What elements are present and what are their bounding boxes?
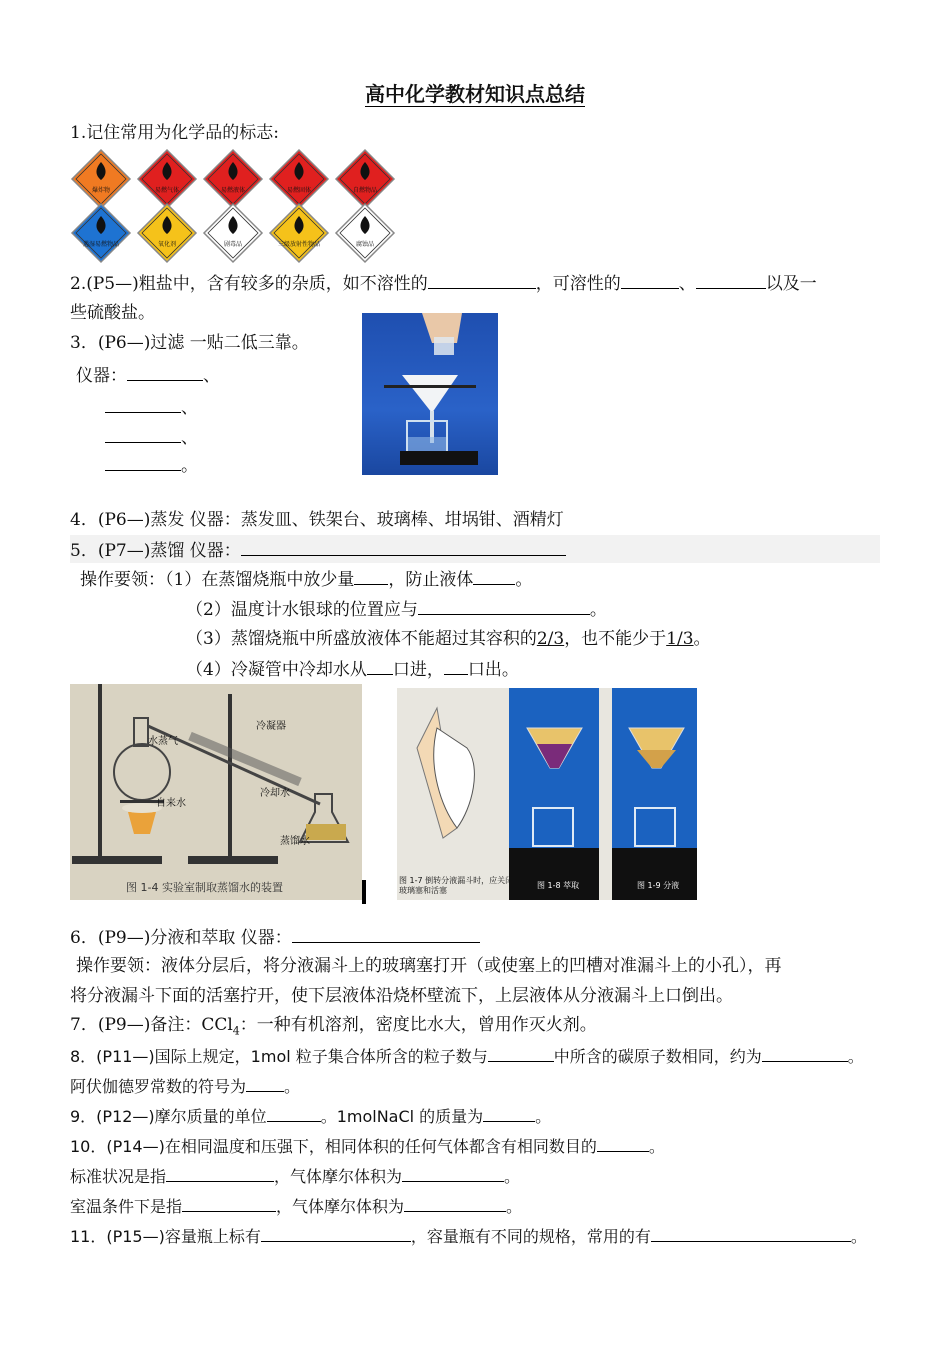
hazard-sign-label: 易燃气体 bbox=[154, 187, 179, 194]
filtration-apparatus-icon bbox=[362, 313, 498, 475]
item-2: 2.(P5—)粗盐中，含有较多的杂质，如不溶性的 ，可溶性的 、 以及一 bbox=[70, 274, 817, 294]
item-5-head: 5．(P7—)蒸馏 仪器： bbox=[70, 539, 566, 562]
blank[interactable] bbox=[597, 1135, 649, 1152]
blank[interactable] bbox=[105, 426, 181, 443]
caption-1: 图 1-7 倒转分液漏斗时，应关闭 玻璃塞和活塞 bbox=[399, 876, 514, 895]
figure-caption: 图 1-4 实验室制取蒸馏水的装置 bbox=[126, 881, 283, 894]
blank[interactable] bbox=[483, 1105, 535, 1122]
distillation-figure bbox=[70, 684, 362, 900]
radiation-icon bbox=[268, 202, 330, 264]
page-title: 高中化学教材知识点总结 bbox=[365, 82, 585, 106]
caption-3: 图 1-9 分液 bbox=[637, 881, 680, 890]
flame-icon bbox=[202, 148, 264, 210]
item-7: 7．(P9—)备注：CCl$_4$：一种有机溶剂，密度比水大，曾用作灭火剂。 bbox=[70, 1015, 597, 1038]
hazard-sign bbox=[202, 202, 264, 264]
item-3-instr-1: 仪器： 、 bbox=[76, 366, 220, 386]
hazard-sign-label: 腐蚀品 bbox=[355, 241, 374, 248]
blank[interactable] bbox=[621, 272, 679, 289]
item-1: 1.记住常用为化学品的标志: bbox=[70, 123, 279, 143]
blank[interactable] bbox=[267, 1105, 321, 1122]
hazard-sign-label: 自燃物品 bbox=[352, 187, 377, 194]
blank[interactable] bbox=[292, 926, 480, 943]
hazard-sign bbox=[268, 202, 330, 264]
hazard-signs-row-1 bbox=[70, 148, 396, 210]
flame-icon bbox=[268, 148, 330, 210]
hazard-sign-label: 易燃固体 bbox=[286, 187, 311, 194]
separating-funnel-figure bbox=[397, 688, 697, 900]
blank[interactable] bbox=[404, 1195, 506, 1212]
separating-funnel-icon bbox=[397, 688, 697, 900]
item-6-line-2: 将分液漏斗下面的活塞拧开，使下层液体沿烧杯壁流下，上层液体从分液漏斗上口倒出。 bbox=[70, 986, 733, 1006]
oxidizer-icon bbox=[136, 202, 198, 264]
blank[interactable] bbox=[696, 272, 766, 289]
item-4: 4．(P6—)蒸发 仪器：蒸发皿、铁架台、玻璃棒、坩埚钳、酒精灯 bbox=[70, 510, 564, 530]
hazard-sign bbox=[136, 202, 198, 264]
hazard-sign-label: 氧化剂 bbox=[157, 241, 176, 248]
blank[interactable] bbox=[241, 539, 566, 556]
hazard-sign bbox=[202, 148, 264, 210]
blank[interactable] bbox=[166, 1165, 274, 1182]
item-10-stp: 标准状况是指 ，气体摩尔体积为 。 bbox=[70, 1167, 521, 1186]
corrosive-icon bbox=[334, 202, 396, 264]
label-condenser: 冷凝器 bbox=[256, 721, 286, 732]
cursor-mark bbox=[362, 880, 366, 904]
label-steam: 水蒸气 bbox=[148, 736, 178, 747]
item-8-cont: 阿伏伽德罗常数的符号为 。 bbox=[70, 1077, 301, 1096]
item-3-instr-3: 、 bbox=[105, 426, 198, 449]
hazard-sign bbox=[70, 202, 132, 264]
hazard-signs-row-2 bbox=[70, 202, 396, 264]
explosion-icon bbox=[70, 148, 132, 210]
hazard-sign bbox=[334, 202, 396, 264]
distillation-apparatus-icon bbox=[70, 684, 362, 900]
hazard-sign-label: 剧毒品 bbox=[223, 241, 242, 248]
item-9: 9．(P12—)摩尔质量的单位 。1molNaCl 的质量为 。 bbox=[70, 1107, 552, 1126]
flame-icon bbox=[136, 148, 198, 210]
flame-icon bbox=[334, 148, 396, 210]
caption-2: 图 1-8 萃取 bbox=[537, 881, 580, 890]
blank[interactable] bbox=[354, 568, 388, 585]
item-3-instr-4: 。 bbox=[105, 454, 198, 477]
flame-icon bbox=[70, 202, 132, 264]
blank[interactable] bbox=[428, 272, 536, 289]
hazard-sign-label: 易燃液体 bbox=[220, 187, 245, 194]
item-8: 8．(P11—)国际上规定，1mol 粒子集合体所含的粒子数与 中所含的碳原子数相同，约为 。 bbox=[70, 1047, 864, 1066]
hazard-sign-label: 三级放射性物品 bbox=[277, 241, 320, 248]
item-2-cont: 些硫酸盐。 bbox=[70, 303, 155, 323]
skull-icon bbox=[202, 202, 264, 264]
hazard-sign-label: 爆炸物 bbox=[91, 187, 110, 194]
hazard-sign bbox=[268, 148, 330, 210]
item-10: 10．(P14—)在相同温度和压强下，相同体积的任何气体都含有相同数目的 。 bbox=[70, 1137, 665, 1156]
item-5-op-4: （4）冷凝管中冷却水从 口进， 口出。 bbox=[186, 660, 519, 680]
item-6-line-1: 操作要领：液体分层后，将分液漏斗上的玻璃塞打开（或使塞上的凹槽对准漏斗上的小孔），再 bbox=[76, 956, 782, 976]
item-5-op-1: 操作要领：（1）在蒸馏烧瓶中放少量 ，防止液体 。 bbox=[80, 570, 533, 590]
filtration-photo bbox=[362, 313, 498, 475]
label-tap-water: 自来水 bbox=[156, 798, 186, 809]
blank[interactable] bbox=[444, 658, 468, 675]
blank[interactable] bbox=[762, 1045, 848, 1062]
blank[interactable] bbox=[182, 1195, 276, 1212]
blank[interactable] bbox=[105, 396, 181, 413]
item-11: 11．(P15—)容量瓶上标有 ，容量瓶有不同的规格，常用的有 。 bbox=[70, 1227, 867, 1246]
hazard-sign bbox=[136, 148, 198, 210]
label-distilled-water: 蒸馏水 bbox=[280, 836, 310, 847]
blank[interactable] bbox=[105, 454, 181, 471]
item-6-head: 6．(P9—)分液和萃取 仪器： bbox=[70, 926, 480, 949]
blank[interactable] bbox=[127, 364, 203, 381]
label-cooling-water: 冷却水 bbox=[260, 788, 290, 799]
item-5-op-2: （2）温度计水银球的位置应与 。 bbox=[186, 600, 607, 620]
blank[interactable] bbox=[651, 1225, 851, 1242]
blank[interactable] bbox=[367, 658, 393, 675]
blank[interactable] bbox=[261, 1225, 411, 1242]
blank[interactable] bbox=[488, 1045, 554, 1062]
blank[interactable] bbox=[473, 568, 515, 585]
blank[interactable] bbox=[402, 1165, 504, 1182]
item-3-instr-2: 、 bbox=[105, 396, 198, 419]
item-10-rt: 室温条件下是指 ，气体摩尔体积为 。 bbox=[70, 1197, 523, 1216]
item-3-head: 3．(P6—)过滤 一贴二低三靠。 bbox=[70, 333, 309, 353]
hazard-sign bbox=[70, 148, 132, 210]
hazard-sign bbox=[334, 148, 396, 210]
hazard-sign-label: 遇湿易燃物品 bbox=[82, 241, 119, 248]
item-5-op-3: （3）蒸馏烧瓶中所盛放液体不能超过其容积的2/3，也不能少于1/3。 bbox=[186, 629, 711, 649]
blank[interactable] bbox=[246, 1075, 284, 1092]
blank[interactable] bbox=[418, 598, 590, 615]
